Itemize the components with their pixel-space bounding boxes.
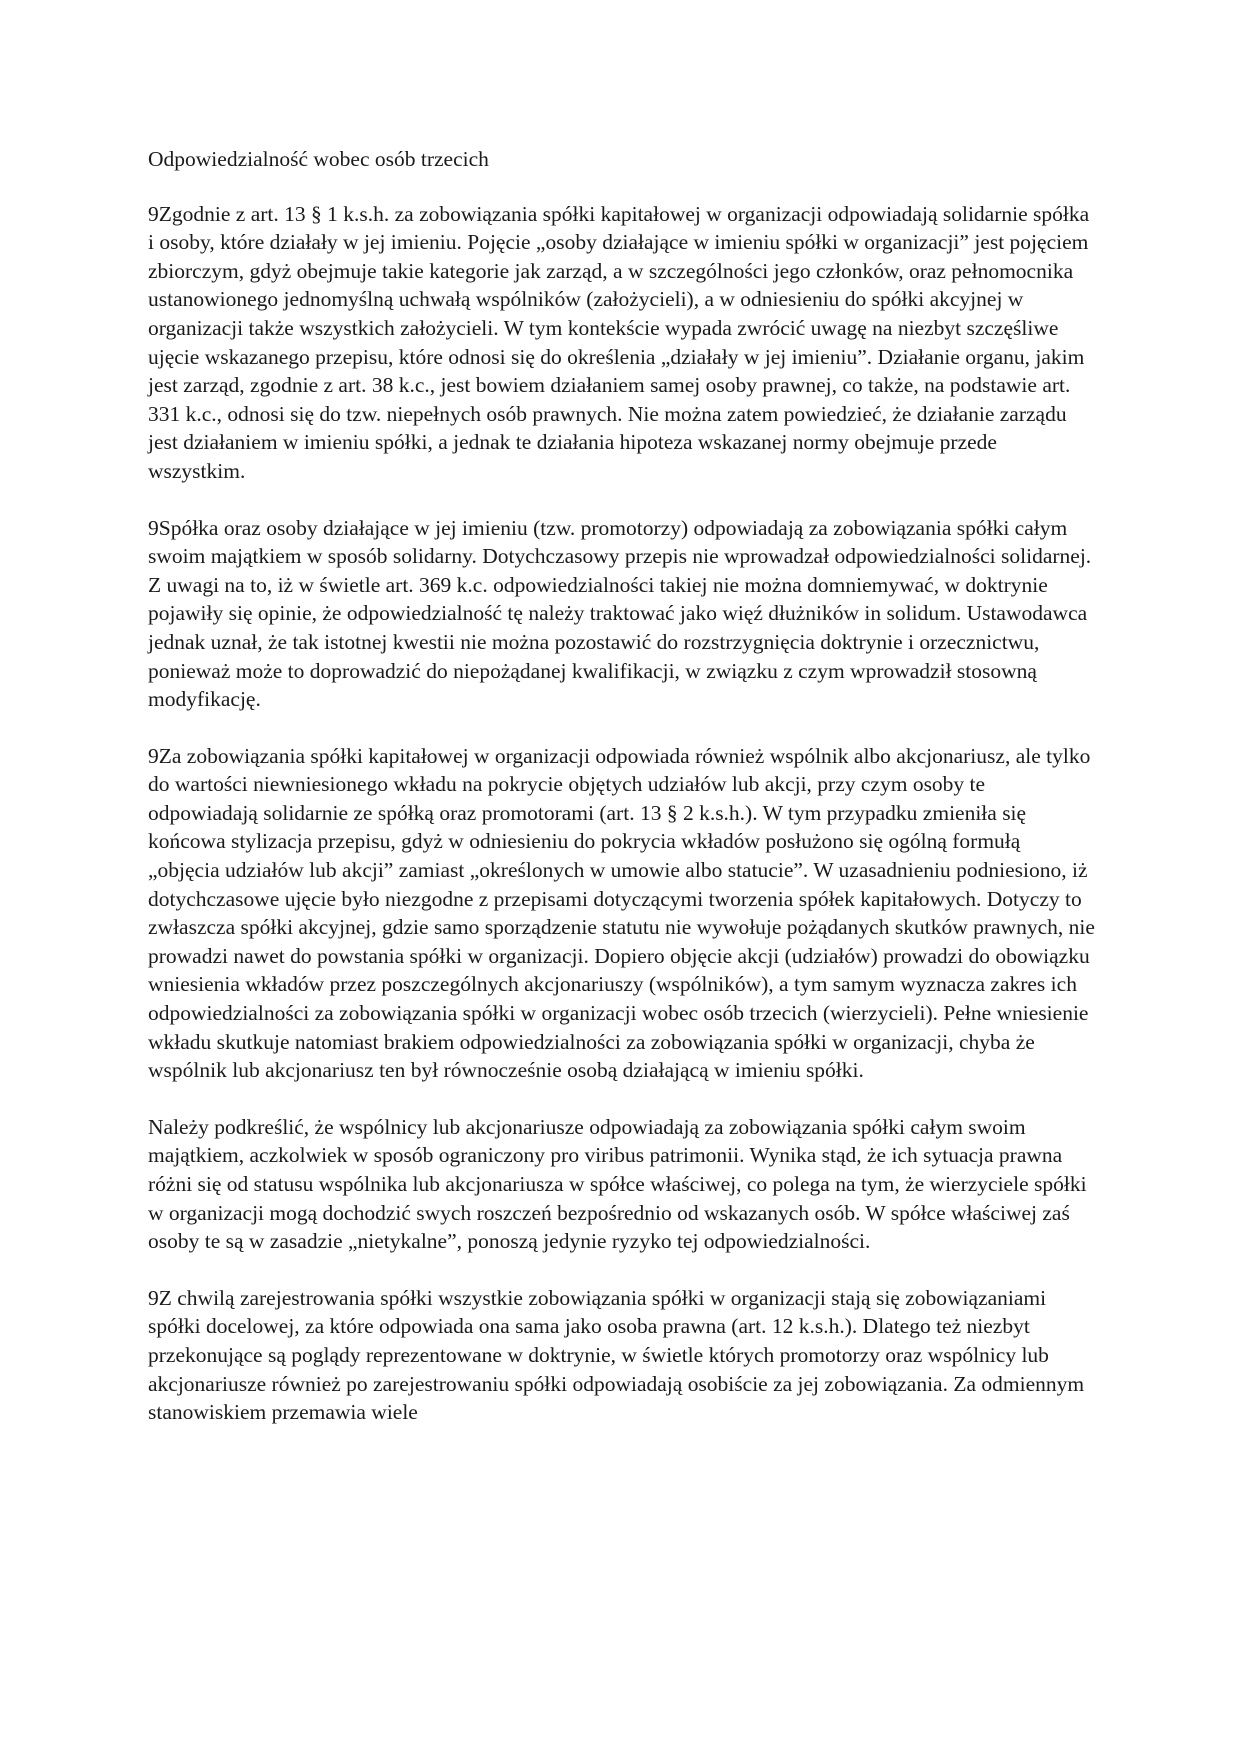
paragraph-2: 9Spółka oraz osoby działające w jej imieniu (tzw. promotorzy) odpowiadają za zobowiązania spółki całym swoim majątkiem w sposób solidarny. Dotychczasowy przepis nie wprowadzał odpowiedzialności solidarnej. Z uwagi na to, iż w świetle art. 369 k.c. odpowiedzialności takiej nie można domniemywać, w doktrynie pojawiły się opinie, że odpowiedzialność tę należy traktować jako więź dłużników in solidum. Ustawodawca jednak uznał, że tak istotnej kwestii nie można pozostawić do rozstrzygnięcia doktrynie i orzecznictwu, ponieważ może to doprowadzić do niepożądanej kwalifikacji, w związku z czym wprowadził stosowną modyfikację. — [148, 515, 1092, 712]
document-title: Odpowiedzialność wobec osób trzecich — [148, 147, 489, 171]
paragraph-1: 9Zgodnie z art. 13 § 1 k.s.h. za zobowiązania spółki kapitałowej w organizacji odpowiadają solidarnie spółka i osoby, które działały w jej imieniu. Pojęcie „osoby działające w imieniu spółki w organizacji” jest pojęciem zbiorczym, gdyż obejmuje takie kategorie jak zarząd, a w szczególności jego członków, oraz pełnomocnika ustanowionego jednomyślną uchwałą wspólników (założycieli), a w odniesieniu do spółki akcyjnej w organizacji także wszystkich założycieli. W tym kontekście wypada zwrócić uwagę na niezbyt szczęśliwe ujęcie wskazanego przepisu, które odnosi się do określenia „działały w jej imieniu”. Działanie organu, jakim jest zarząd, zgodnie z art. 38 k.c., jest bowiem działaniem samej osoby prawnej, co także, na podstawie art. 331 k.c., odnosi się do tzw. niepełnych osób prawnych. Nie można zatem powiedzieć, że działanie zarządu jest działaniem w imieniu spółki, a jednak te działania hipoteza wskazanej normy obejmuje przede wszystkim. — [148, 201, 1090, 483]
paragraph-3: 9Za zobowiązania spółki kapitałowej w organizacji odpowiada również wspólnik albo akcjonariusz, ale tylko do wartości niewniesionego wkładu na pokrycie objętych udziałów lub akcji, przy czym osoby te odpowiadają solidarnie ze spółką oraz promotorami (art. 13 § 2 k.s.h.). W tym przypadku zmieniła się końcowa stylizacja przepisu, gdyż w odniesieniu do pokrycia wkładów posłużono się ogólną formułą „objęcia udziałów lub akcji” zamiast „określonych w umowie albo statucie”. W uzasadnieniu podniesiono, iż dotychczasowe ujęcie było niezgodne z przepisami dotyczącymi tworzenia spółek kapitałowych. Dotyczy to zwłaszcza spółki akcyjnej, gdzie samo sporządzenie statutu nie wywołuje pożądanych skutków prawnych, nie prowadzi nawet do powstania spółki w organizacji. Dopiero objęcie akcji (udziałów) prowadzi do obowiązku wniesienia wkładów przez poszczególnych akcjonariuszy (wspólników), a tym samym wyznacza zakres ich odpowiedzialności za zobowiązania spółki w organizacji wobec osób trzecich (wierzycieli). Pełne wniesienie wkładu skutkuje natomiast brakiem odpowiedzialności za zobowiązania spółki w organizacji, chyba że wspólnik lub akcjonariusz ten był równocześnie osobą działającą w imieniu spółki. — [148, 743, 1095, 1083]
paragraph-5: 9Z chwilą zarejestrowania spółki wszystkie zobowiązania spółki w organizacji stają się zobowiązaniami spółki docelowej, za które odpowiada ona sama jako osoba prawna (art. 12 k.s.h.). Dlatego też niezbyt przekonujące są poglądy reprezentowane w doktrynie, w świetle których promotorzy oraz wspólnicy lub akcjonariusze również po zarejestrowaniu spółki odpowiadają osobiście za jej zobowiązania. Za odmiennym stanowiskiem przemawia wiele — [148, 1285, 1085, 1425]
paragraph-4: Należy podkreślić, że wspólnicy lub akcjonariusze odpowiadają za zobowiązania spółki całym swoim majątkiem, aczkolwiek w sposób ograniczony pro viribus patrimonii. Wynika stąd, że ich sytuacja prawna różni się od statusu wspólnika lub akcjonariusza w spółce właściwej, co polega na tym, że wierzyciele spółki w organizacji mogą dochodzić swych roszczeń bezpośrednio od wskazanych osób. W spółce właściwej zaś osoby te są w zasadzie „nietykalne”, ponoszą jedynie ryzyko tej odpowiedzialności. — [148, 1114, 1087, 1254]
document-page — [148, 145, 1096, 1455]
